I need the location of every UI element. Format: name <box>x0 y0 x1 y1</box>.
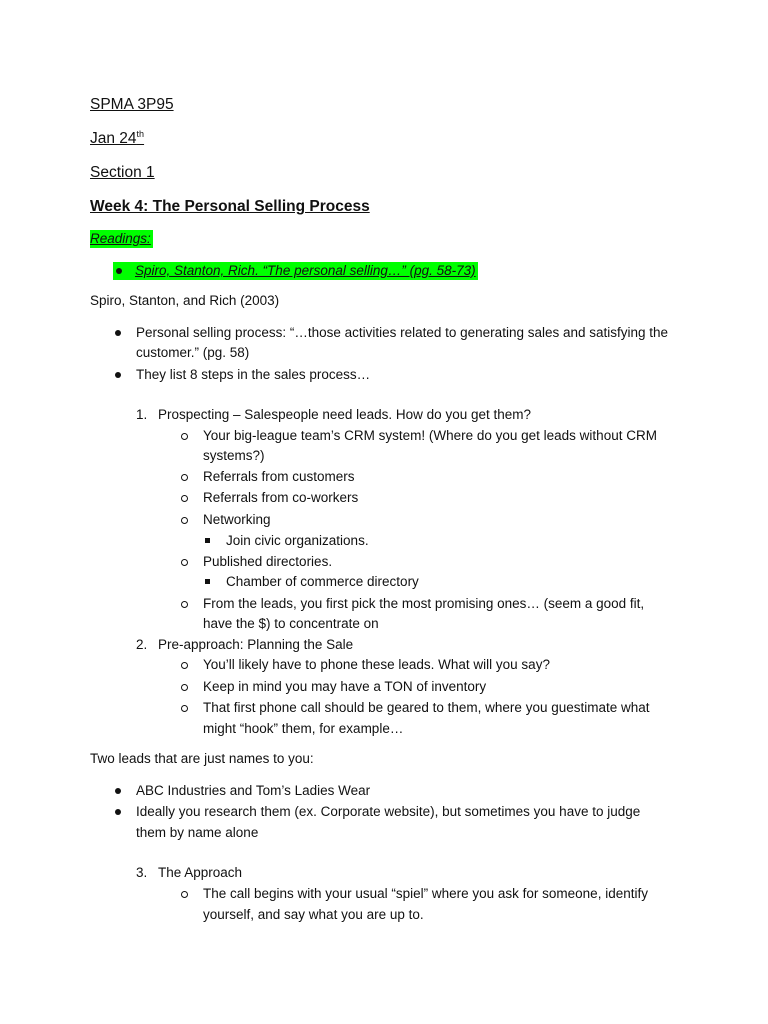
paragraph: Two leads that are just names to you: <box>90 751 314 766</box>
sub-item-continuation: systems?) <box>203 448 265 463</box>
course-code: SPMA 3P95 <box>90 96 174 113</box>
step-label: The Approach <box>158 865 243 880</box>
week-title: Week 4: The Personal Selling Process <box>90 198 370 215</box>
sub-item: From the leads, you first pick the most promising ones… (seem a good fit, <box>203 596 645 611</box>
list-item: Ideally you research them (ex. Corporate website), but sometimes you have to judge <box>136 804 641 819</box>
sub-sub-item: Join civic organizations. <box>226 533 369 548</box>
bullet-icon <box>115 788 121 794</box>
step-label: Pre-approach: Planning the Sale <box>158 637 354 652</box>
sub-sub-item: Chamber of commerce directory <box>226 574 419 589</box>
sub-item: That first phone call should be geared to them, where you guestimate what <box>203 700 650 715</box>
list-item-continuation: them by name alone <box>136 825 259 840</box>
square-bullet-icon <box>205 538 210 543</box>
circle-bullet-icon <box>181 495 188 502</box>
list-item: Personal selling process: “…those activities related to generating sales and satisfying the <box>136 325 669 340</box>
step-number: 3. <box>136 865 148 880</box>
bullet-icon <box>116 268 122 274</box>
circle-bullet-icon <box>181 684 188 691</box>
readings-label: Readings: <box>90 231 151 246</box>
circle-bullet-icon <box>181 601 188 608</box>
circle-bullet-icon <box>181 517 188 524</box>
citation: Spiro, Stanton, and Rich (2003) <box>90 293 280 308</box>
list-item: They list 8 steps in the sales process… <box>136 367 371 382</box>
sub-item-continuation: might “hook” them, for example… <box>203 721 404 736</box>
circle-bullet-icon <box>181 474 188 481</box>
step-number: 1. <box>136 407 148 422</box>
step-number: 2. <box>136 637 148 652</box>
bullet-icon <box>115 372 121 378</box>
list-item-continuation: customer.” (pg. 58) <box>136 345 250 360</box>
bullet-icon <box>115 330 121 336</box>
circle-bullet-icon <box>181 559 188 566</box>
reading-item: Spiro, Stanton, Rich. “The personal selling…” (pg. 58-73) <box>113 262 478 280</box>
list-item: ABC Industries and Tom’s Ladies Wear <box>136 783 371 798</box>
section-label: Section 1 <box>90 164 155 181</box>
sub-item: Referrals from customers <box>203 469 355 484</box>
sub-item: The call begins with your usual “spiel” where you ask for someone, identify <box>203 886 648 901</box>
sub-item: Your big-league team’s CRM system! (Where do you get leads without CRM <box>203 428 657 443</box>
step-label: Prospecting – Salespeople need leads. How do you get them? <box>158 407 531 422</box>
circle-bullet-icon <box>181 891 188 898</box>
sub-item: Keep in mind you may have a TON of inventory <box>203 679 487 694</box>
sub-item: Networking <box>203 512 271 527</box>
lecture-date: Jan 24th <box>90 128 145 147</box>
circle-bullet-icon <box>181 662 188 669</box>
sub-item-continuation: have the $) to concentrate on <box>203 616 379 631</box>
sub-item: Published directories. <box>203 554 333 569</box>
bullet-icon <box>115 809 121 815</box>
circle-bullet-icon <box>181 433 188 440</box>
sub-item: You’ll likely have to phone these leads. What will you say? <box>203 657 550 672</box>
circle-bullet-icon <box>181 705 188 712</box>
sub-item: Referrals from co-workers <box>203 490 359 505</box>
square-bullet-icon <box>205 579 210 584</box>
sub-item-continuation: yourself, and say what you are up to. <box>203 907 424 922</box>
